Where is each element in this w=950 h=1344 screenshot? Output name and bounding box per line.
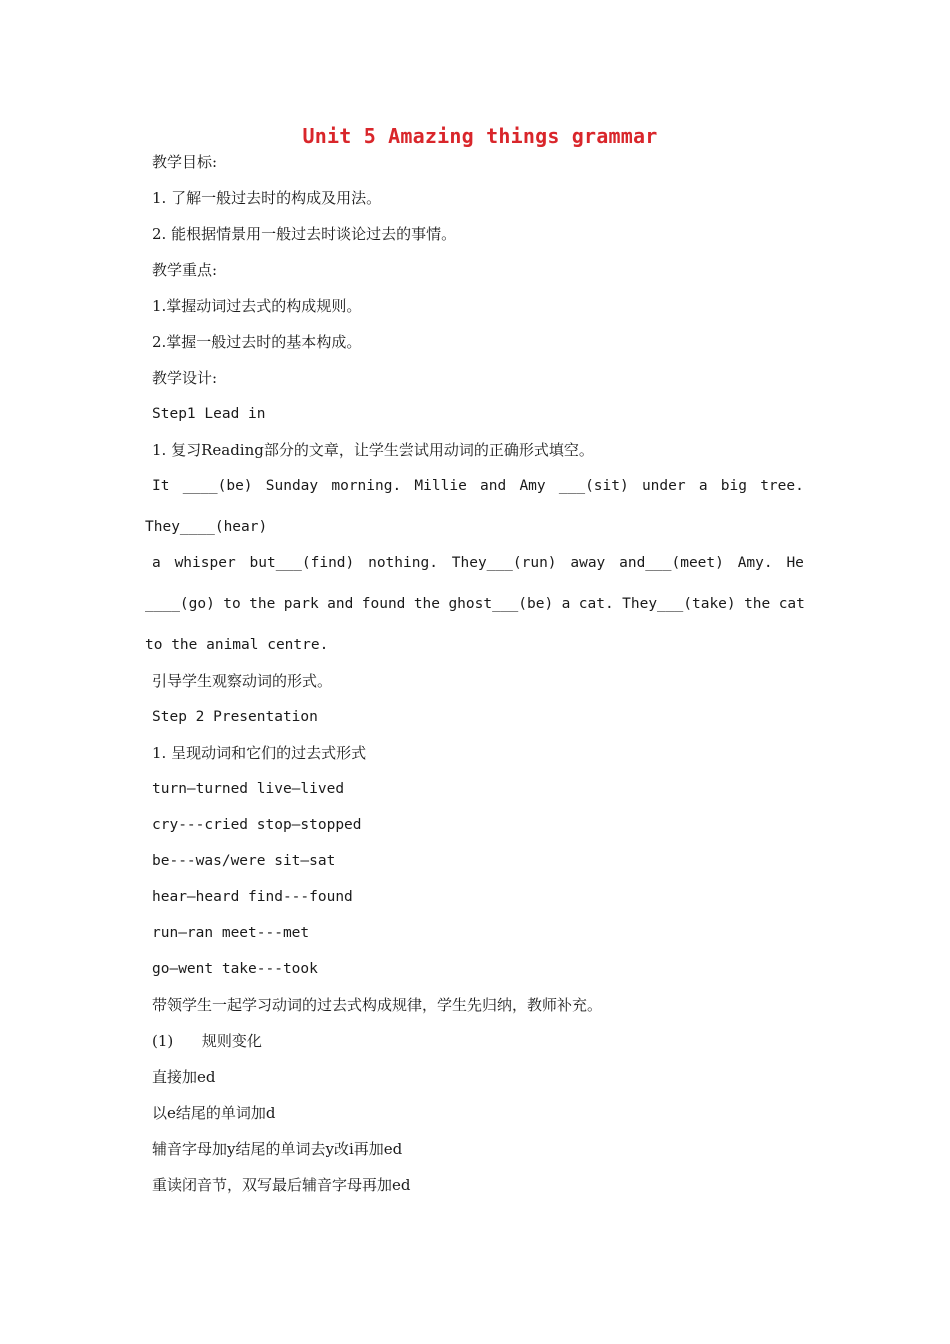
passage-word: Sunday: [265, 478, 319, 494]
regular-label: (1) 规则变化: [152, 1032, 262, 1050]
page-title: Unit 5 Amazing things grammar: [302, 124, 658, 148]
key-point-item-2: 2.掌握一般过去时的基本构成。: [152, 333, 362, 351]
passage-word: They___(run): [451, 555, 557, 571]
passage-line-5: to the animal centre.: [145, 637, 329, 653]
passage-word: the: [413, 596, 441, 612]
passage-word: found: [361, 596, 406, 612]
passage-word: under: [641, 478, 686, 494]
verb-pair-row: go—went take---took: [152, 961, 318, 977]
passage-word: a: [561, 596, 571, 612]
key-points-heading: 教学重点:: [152, 261, 218, 279]
rule-item: 以e结尾的单词加d: [152, 1104, 276, 1122]
passage-word: big: [720, 478, 747, 494]
passage-line-3: [152, 553, 804, 573]
key-point-item-1: 1.掌握动词过去式的构成规则。: [152, 297, 362, 315]
passage-word: to: [223, 596, 241, 612]
design-heading: 教学设计:: [152, 369, 218, 387]
passage-word: Millie: [414, 478, 467, 494]
step2-heading: Step 2 Presentation: [152, 709, 318, 725]
verb-pair-row: hear—heard find---found: [152, 889, 353, 905]
passage-word: Amy: [519, 478, 546, 494]
passage-word: Amy.: [737, 555, 773, 571]
passage-word: cat.: [578, 596, 614, 612]
verb-pair-row: be---was/were sit—sat: [152, 853, 336, 869]
objective-item-1: 1. 了解一般过去时的构成及用法。: [152, 189, 382, 207]
passage-line-2: They____(hear): [145, 519, 268, 535]
rule-item: 重读闭音节，双写最后辅音字母再加ed: [152, 1176, 411, 1194]
passage-word: away: [570, 555, 606, 571]
passage-word: nothing.: [368, 555, 438, 571]
passage-word: and___(meet): [619, 555, 724, 571]
objective-item-2: 2. 能根据情景用一般过去时谈论过去的事情。: [152, 225, 457, 243]
rule-item: 直接加ed: [152, 1068, 216, 1086]
passage-word: the: [249, 596, 276, 612]
passage-line-1: [152, 476, 804, 496]
passage-word: ____(go): [145, 596, 215, 612]
verb-pair-row: cry---cried stop—stopped: [152, 817, 362, 833]
step1-heading: Step1 Lead in: [152, 406, 266, 422]
rule-item: 辅音字母加y结尾的单词去y改i再加ed: [152, 1140, 403, 1158]
step1-item: 1. 复习Reading部分的文章，让学生尝试用动词的正确形式填空。: [152, 441, 594, 459]
passage-word: whisper: [174, 555, 236, 571]
passage-word: park: [283, 596, 319, 612]
objectives-heading: 教学目标:: [152, 153, 218, 171]
verb-pair-row: turn—turned live—lived: [152, 781, 345, 797]
passage-word: cat: [778, 596, 805, 612]
rule-intro: 带领学生一起学习动词的过去式构成规律，学生先归纳，教师补充。: [152, 996, 603, 1014]
passage-word: ___(sit): [558, 478, 629, 494]
passage-word: It: [152, 478, 170, 494]
passage-word: morning.: [331, 478, 402, 494]
passage-word: They___(take): [622, 596, 736, 612]
passage-word: but___(find): [249, 555, 355, 571]
observe-note: 引导学生观察动词的形式。: [152, 672, 333, 690]
passage-word: He: [786, 555, 804, 571]
passage-word: a: [698, 478, 708, 494]
passage-word: the: [744, 596, 771, 612]
passage-word: ghost___(be): [448, 596, 554, 612]
passage-word: ____(be): [182, 478, 253, 494]
passage-word: and: [480, 478, 507, 494]
step2-item: 1. 呈现动词和它们的过去式形式: [152, 744, 367, 762]
passage-word: and: [327, 596, 354, 612]
passage-word: tree.: [760, 478, 804, 494]
verb-pair-row: run—ran meet---met: [152, 925, 310, 941]
passage-word: a: [152, 555, 161, 571]
passage-line-4: [145, 594, 805, 614]
